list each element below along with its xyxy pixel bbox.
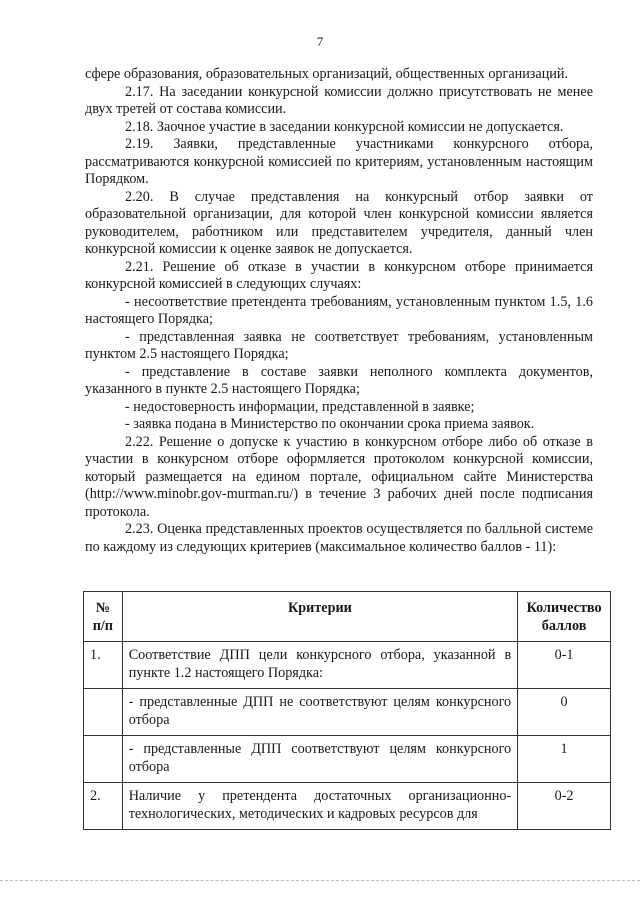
row-criteria: - представленные ДПП соответствуют целям конкурсного отбора <box>122 736 517 783</box>
list-item: - недостоверность информации, представленной в заявке; <box>125 398 475 415</box>
table-header-row <box>84 592 611 642</box>
paragraph: 2.21. Решение об отказе в участии в конкурсном отборе принимается конкурсной комиссией в следующих случаях: <box>85 258 593 292</box>
row-num <box>84 736 123 783</box>
list-item: - заявка подана в Министерство по окончании срока приема заявок. <box>125 416 535 432</box>
table-row <box>84 642 611 689</box>
table-row <box>84 689 611 736</box>
page-number: 7 <box>316 34 324 49</box>
paragraph: 2.18. Заочное участие в заседании конкурсной комиссии не допускается. <box>125 118 564 135</box>
row-criteria: Соответствие ДПП цели конкурсного отбора, указанной в пункте 1.2 настоящего Порядка: <box>122 642 517 689</box>
body-text <box>85 66 593 556</box>
paragraph: 2.22. Решение о допуске к участию в конкурсном отборе либо об отказе в участии в конкурсном отборе оформляется протоколом конкурсной комиссии, который размещается на едином портале, официальном сайте Министерства (http://www.minobr.gov-murman.ru/) в течение 3 рабочих дней после подписания протокола. <box>85 433 593 520</box>
header-num: № п/п <box>84 592 123 642</box>
table-row <box>84 736 611 783</box>
row-num: 2. <box>84 783 123 830</box>
header-criteria: Критерии <box>122 592 517 642</box>
row-points: 0 <box>518 689 611 736</box>
paragraph: 2.20. В случае представления на конкурсный отбор заявки от образовательной организации, для которой член конкурсной комиссии является руководителем, работником или представителем учредителя, данный член конкурсной комиссии к оценке заявок не допускается. <box>85 188 593 257</box>
criteria-table <box>83 591 611 830</box>
row-points: 0-1 <box>518 642 611 689</box>
list-item: - несоответствие претендента требованиям, установленным пунктом 1.5, 1.6 настоящего Порядка; <box>85 293 593 327</box>
row-criteria: - представленные ДПП не соответствуют целям конкурсного отбора <box>122 689 517 736</box>
header-points: Количество баллов <box>518 592 611 642</box>
paragraph: 2.19. Заявки, представленные участниками конкурсного отбора, рассматриваются конкурсной комиссией по критериям, установленным настоящим Порядком. <box>85 136 593 187</box>
page-edge-divider <box>0 880 640 882</box>
row-num <box>84 689 123 736</box>
table-row <box>84 783 611 830</box>
paragraph: 2.17. На заседании конкурсной комиссии должно присутствовать не менее двух третей от состава комиссии. <box>85 83 593 117</box>
row-criteria: Наличие у претендента достаточных организационно-технологических, методических и кадровых ресурсов для <box>122 783 517 830</box>
row-num: 1. <box>84 642 123 689</box>
row-points: 1 <box>518 736 611 783</box>
paragraph: 2.23. Оценка представленных проектов осуществляется по балльной системе по каждому из следующих критериев (максимальное количество баллов - 11): <box>85 521 593 555</box>
list-item: - представленная заявка не соответствует требованиям, установленным пунктом 2.5 настоящего Порядка; <box>85 328 593 362</box>
row-points: 0-2 <box>518 783 611 830</box>
paragraph: сфере образования, образовательных организаций, общественных организаций. <box>85 66 569 82</box>
list-item: - представление в составе заявки неполного комплекта документов, указанного в пункте 2.5 настоящего Порядка; <box>85 363 593 397</box>
